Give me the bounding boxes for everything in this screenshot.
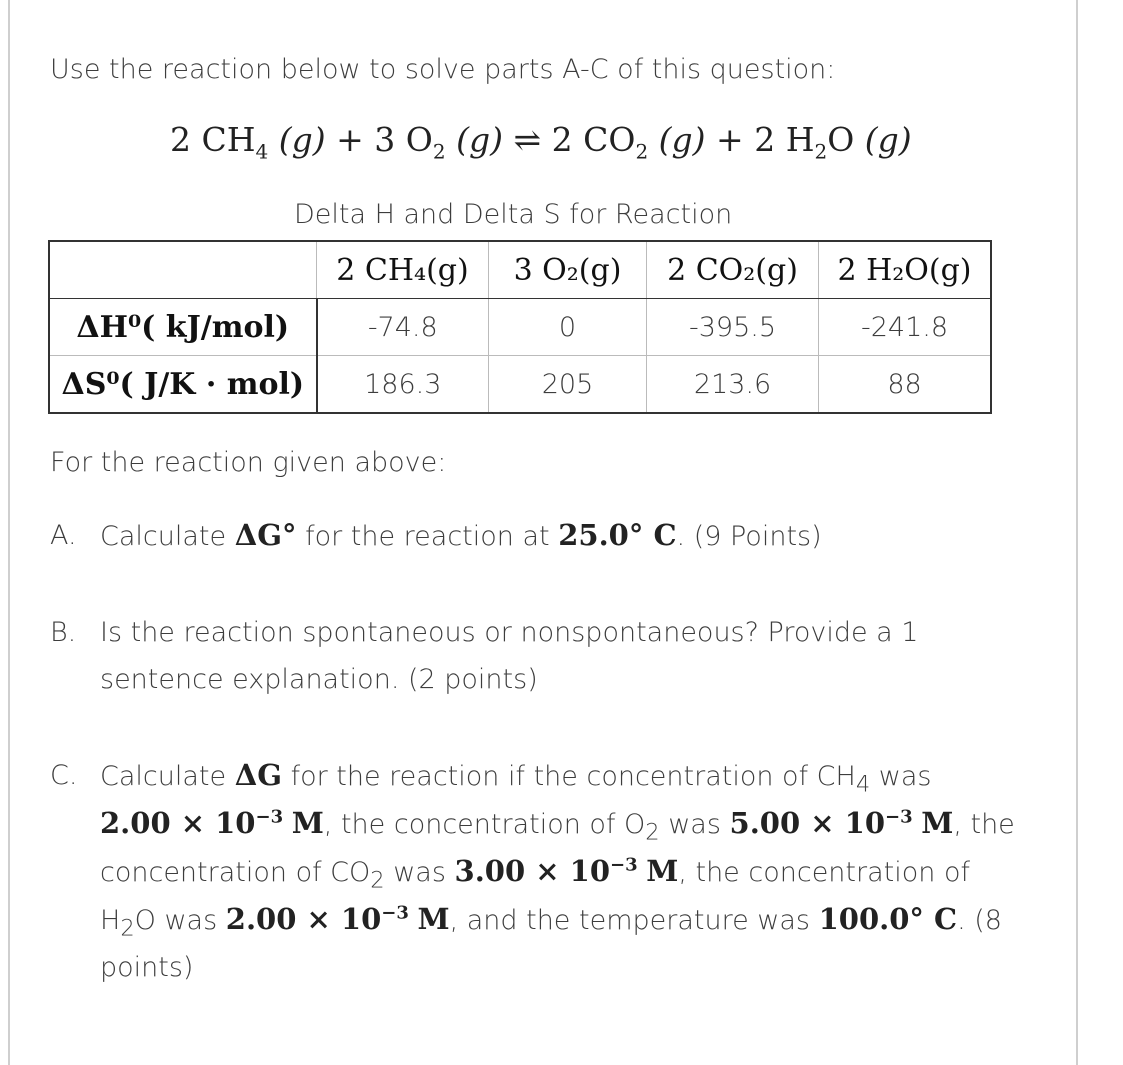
table-cell: -241.8 <box>819 299 992 356</box>
thermo-table <box>48 240 992 414</box>
table-row-entropy <box>49 356 991 414</box>
reactant-2: 3 $O_2$ (g) <box>374 120 503 164</box>
table-cell: 186.3 <box>317 356 489 414</box>
table-cell: 0 <box>489 299 647 356</box>
reactant-1: 2 $CH_4$ (g) <box>170 120 326 164</box>
equilibrium-arrow: ⇌ <box>513 120 542 159</box>
header-o2: 3 O₂(g) <box>489 241 647 299</box>
table-cell: 88 <box>819 356 992 414</box>
plus-sign: + <box>716 120 744 159</box>
table-row-enthalpy <box>49 299 991 356</box>
row-label-delta-s: ΔS⁰( J/K · mol) <box>49 356 317 414</box>
plus-sign: + <box>336 120 364 159</box>
part-b-text: Is the reaction spontaneous or nonspontaneous? Provide a 1 sentence explanation. (2 points) <box>100 617 919 695</box>
header-ch4: 2 CH₄(g) <box>317 241 489 299</box>
table-cell: 205 <box>489 356 647 414</box>
table-header-row <box>49 241 991 299</box>
table-cell: -74.8 <box>317 299 489 356</box>
product-1: 2 $CO_2$ (g) <box>551 120 706 164</box>
part-a-letter: A. <box>50 520 77 551</box>
left-border-line <box>8 0 10 1065</box>
right-border-line <box>1076 0 1078 1065</box>
prompt-text: For the reaction given above: <box>50 447 447 478</box>
product-2: 2 $H_2O$ (g) <box>754 120 912 164</box>
header-empty-cell <box>49 241 317 299</box>
table-cell: 213.6 <box>647 356 819 414</box>
part-b-letter: B. <box>50 617 77 648</box>
table-cell: -395.5 <box>647 299 819 356</box>
table-title: Delta H and Delta S for Reaction <box>294 199 733 230</box>
row-label-delta-h: ΔH⁰( kJ/mol) <box>49 299 317 356</box>
part-c-letter: C. <box>50 760 78 791</box>
reaction-equation <box>170 120 912 164</box>
header-h2o: 2 H₂O(g) <box>819 241 992 299</box>
header-co2: 2 CO₂(g) <box>647 241 819 299</box>
part-c-text: Calculate ΔG for the reaction if the concentration of $CH_4$ was $2.00 \times 10^{-3}$ M, the concentration of $O_2$ was $5.00 \times 10^{-3}$ M, the concentration of $CO_2$ was $3.00 \times 10^{-3}$ M, the concentration of $H_2O$ was $2.00 \times 10^{-3}$ M, and the temperature was 100.0° C. (8 points) <box>100 758 1015 983</box>
intro-text: Use the reaction below to solve parts A-C of this question: <box>50 54 836 85</box>
part-a-text: Calculate ΔG° for the reaction at 25.0° C. (9 Points) <box>100 518 822 552</box>
